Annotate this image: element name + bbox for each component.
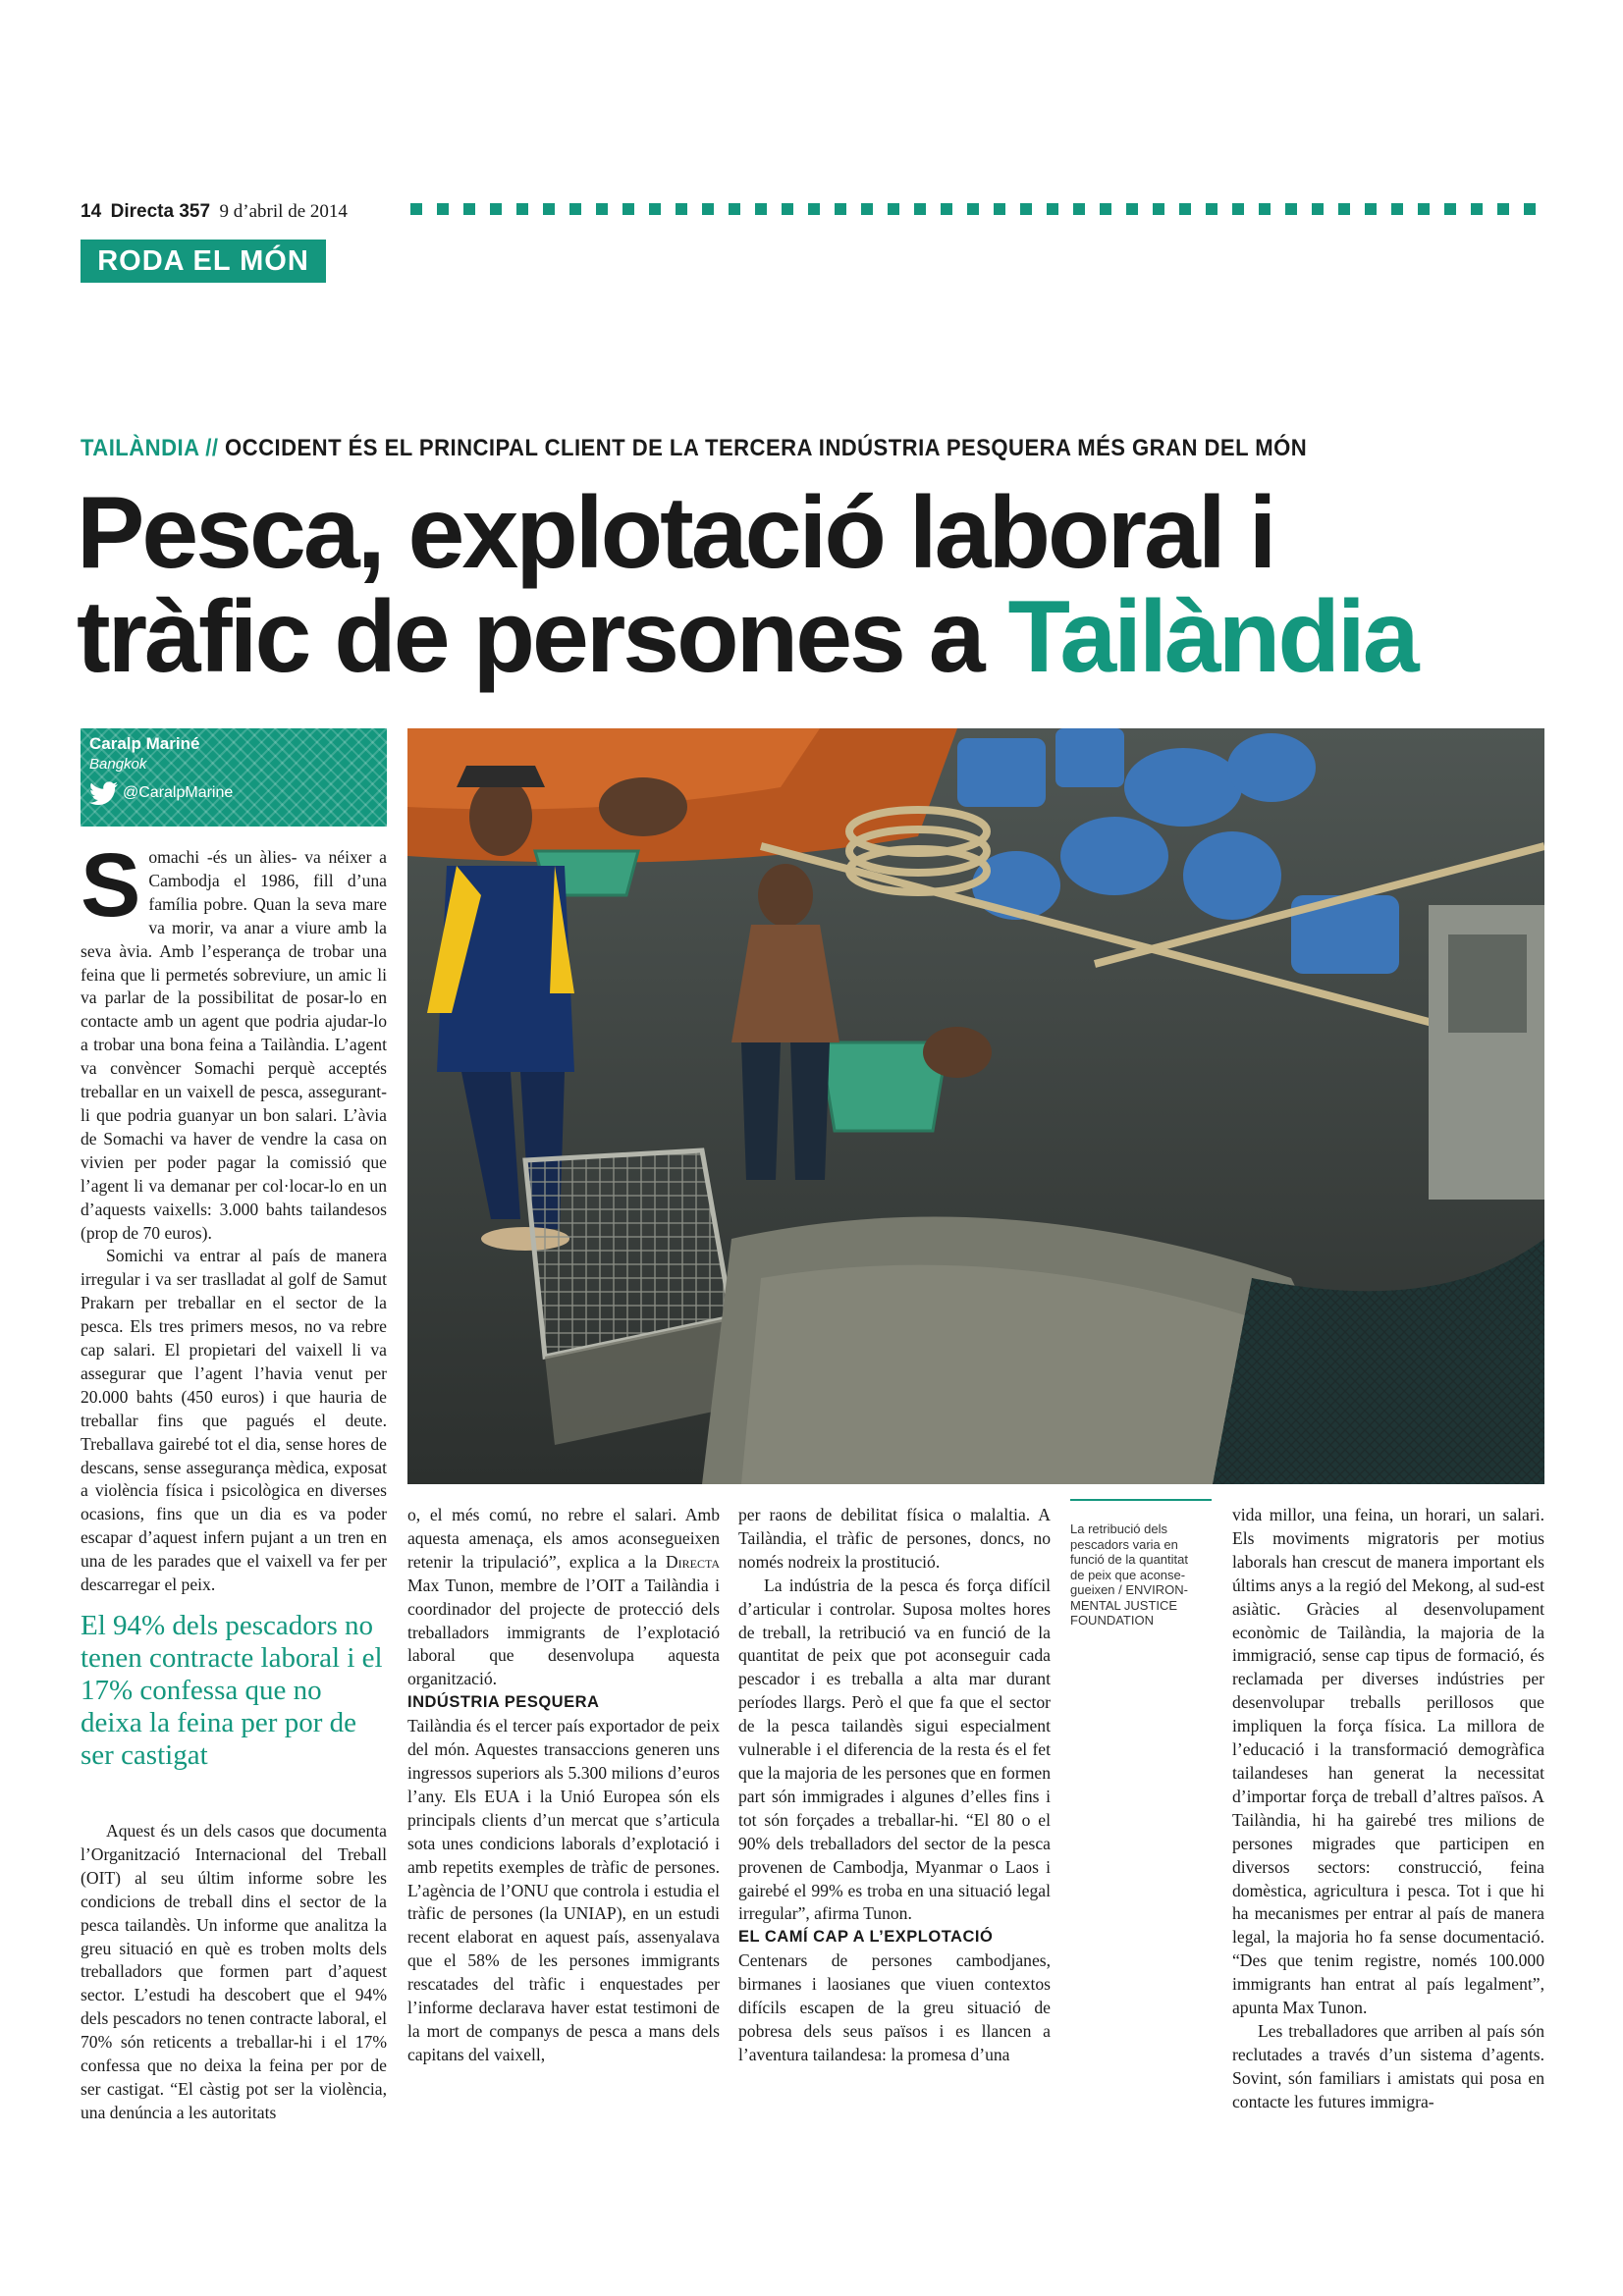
section-label: RODA EL MÓN	[81, 240, 326, 283]
kicker-country: TAILÀNDIA //	[81, 435, 219, 461]
fishing-boat-deck-photo	[407, 728, 1544, 1484]
headline-line-1: Pesca, explotació laboral i	[77, 476, 1274, 590]
caption-rule	[1070, 1499, 1212, 1501]
headline-line-2	[77, 580, 1417, 694]
subhead-cami-explotacio: EL CAMÍ CAP A L’EXPLOTACIÓ	[738, 1928, 994, 1947]
author-location: Bangkok	[89, 756, 147, 773]
col2-paragraph-1-end: Max Tunon, membre de l’OIT a Tailàndia i coordinador del projecte de protecció dels treballadors immigrants de l’explotació laboral que desenvolupa aquesta organització.	[407, 1575, 720, 1689]
headline-highlight: Tailàndia	[1007, 580, 1417, 694]
publication-smallcaps: Directa	[665, 1551, 720, 1572]
publication-name: Directa 357	[110, 201, 211, 222]
headline-line-2-text: tràfic de persones a	[77, 580, 1008, 694]
twitter-handle: @CaralpMarine	[123, 784, 234, 801]
pull-quote: El 94% dels pescadors no tenen contracte laboral i el 17% confessa que no deixa la feina per por de ser castigat	[81, 1610, 383, 1771]
author-name: Caralp Mariné	[89, 734, 200, 753]
col1-paragraph-1	[81, 835, 387, 1245]
col1-paragraph-2: Somichi va entrar al país de manera irregular i va ser traslladat al golf de Samut Prakarn per treballar en el sector de la pesca. Els tres primers mesos, no va rebre cap salari. El propietari del vaixell li va assegurar que l’agent l’havia venut per 20.000 bahts (450 euros) i que hauria de treballar fins que pagués el deute. Treballava gairebé tot el dia, sense hores de descans, sense assegurança mèdica, exposat a violència física i psicològica en diverses ocasions, fins que un dia es va poder escapar d’aquest infern pujant a un tren en una de les parades que el vaixell va fer per descarregar el peix.	[81, 1246, 387, 1595]
col2-paragraph-1-text: o, el més comú, no rebre el salari. Amb aquesta amenaça, els amos aconsegueixen retenir la tripulació”, explica a la	[407, 1505, 720, 1572]
col3-paragraph-2: La indústria de la pesca és força difícil d’articular i controlar. Suposa moltes hores de treball, la retribució va en funció de la quantitat de peix que pot aconseguir cada pescador i es treballa a alta mar durant períodes llargs. Però el que fa que el sector de la pesca tailandès sigui especialment vulnerable i el diferencia de la resta és el fet que la majoria de les persones que en formen part són immigrades i algunes d’elles fins i tot són forçades a treballar-hi. “El 80 o el 90% dels treballadors del sector de la pesca provenen de Cambodja, Myanmar o Laos i gairebé el 99% es troba en una situació legal irregular”, afirma Tunon.	[738, 1575, 1051, 1924]
dropcap: S	[81, 835, 141, 935]
subhead-industria-pesquera: INDÚSTRIA PESQUERA	[407, 1693, 600, 1712]
kicker	[81, 435, 1307, 462]
col2-paragraph-1	[407, 1504, 720, 1691]
col1-paragraph-1-text: omachi -és un àlies- va néixer a Cambodja el 1986, fill d’una família pobre. Quan la seva mare va morir, va anar a viure amb la seva àvia. Amb l’esperança de trobar una feina que li permetés sobreviure, un amic li va parlar de la possibilitat de posar-lo en contacte amb un agent que podria ajudar-lo a trobar una bona feina a Tailàndia. L’agent va convèncer Somachi perquè acceptés treballar en un vaixell de pesca, assegurant-li que podria guanyar un bon salari. L’àvia de Somachi va haver de vendre la casa on vivien per poder pagar la comissió que l’agent li va demanar per col·locar-lo en un d’aquests vaixells: 3.000 bahts tailandesos (prop de 70 euros).	[81, 847, 387, 1243]
issue-date: 9 d’abril de 2014	[219, 201, 348, 222]
col1-paragraph-3: Aquest és un dels casos que documenta l’Organització Internacional del Treball (OIT) al seu últim informe sobre les condicions de treball dins el sector de la pesca tailandès. Un informe que analitza la greu situació en què es troben molts dels treballadors que formen part d’aquest sector. L’estudi ha descobert que el 94% dels pescadors no tenen contracte laboral, el 70% són reticents a treballar-hi i el 17% confessa que no deixa la feina per por de ser castigat. “El càstig pot ser la violència, una denúncia a les autoritats	[81, 1821, 387, 2122]
article-column-1	[81, 835, 387, 1597]
byline-box	[81, 728, 387, 827]
twitter-bird-icon	[89, 781, 119, 805]
article-column-1-lower	[81, 1820, 387, 2125]
col3-paragraph-1: per raons de debilitat física o malaltia. A Tailàndia, el tràfic de persones, doncs, no només nodreix la prostitució.	[738, 1505, 1051, 1572]
article-photo	[407, 728, 1544, 1484]
twitter-handle-row	[89, 781, 233, 805]
col4-paragraph-1: vida millor, una feina, un horari, un salari. Els moviments migratoris per motius laborals han crescut de manera important els últims anys a la regió del Mekong, al sud-est asiàtic. Gràcies al desenvolupament econòmic de Tailàndia, la majoria de la immigració, sense cap tipus de formació, és reclamada per diverses indústries per desenvolupar treballs perillosos que impliquen la força física. La millora de l’educació i la transformació demogràfica tailandeses han generat la necessitat d’importar força de treball d’altres països. A Tailàndia, hi ha gairebé tres milions de persones migrades que participen en diversos sectors: construcció, feina domèstica, agricultura i pesca. Tot i que hi ha mecanismes per entrar al país de manera legal, la majoria ho fa sense documentació. “Des que tenim registre, només 100.000 immigrants han entrat al país legalment”, apunta Max Tunon.	[1232, 1505, 1544, 2018]
kicker-text: OCCIDENT ÉS EL PRINCIPAL CLIENT DE LA TERCERA INDÚSTRIA PESQUERA MÉS GRAN DEL MÓN	[218, 435, 1308, 461]
photo-caption: La retribució dels pescadors varia en funció de la quantitat de peix que aconse-gueixen / ENVIRON-MENTAL JUSTICE FOUNDATION	[1070, 1522, 1188, 1628]
col3-paragraph-3: Centenars de persones cambodjanes, birmanes i laosianes que viuen contextos difícils escapen de la greu situació de pobresa dels seus països i es llancen a l’aventura tailandesa: la promesa d’una	[738, 1950, 1051, 2064]
col4-paragraph-2: Les treballadores que arriben al país són reclutades a través d’un sistema d’agents. Sovint, són familiars i amistats qui posa en contacte les futures immigra-	[1232, 2020, 1544, 2111]
headline	[77, 476, 1417, 694]
article-column-3	[738, 1504, 1051, 2067]
page-folio	[81, 201, 348, 223]
article-column-2	[407, 1504, 720, 2067]
col2-paragraph-2: Tailàndia és el tercer país exportador de peix del món. Aquestes transaccions generen uns ingressos superiors als 5.300 milions d’euros l’any. Els EUA i la Unió Europea són els principals clients d’un mercat que s’articula sota unes condicions laborals d’explotació i amb repetits exemples de tràfic de persones. L’agència de l’ONU que controla i estudia el tràfic de persones (la UNIAP), en un estudi recent elaborat en aquest país, assenyalava que el 58% de les persones immigrants rescatades del tràfic i enquestades per l’informe declarava haver estat testimoni de la mort de companys de pesca a mans dels capitans del vaixell,	[407, 1716, 720, 2064]
header-dotted-rule	[410, 203, 1544, 215]
article-column-4	[1232, 1504, 1544, 2114]
page-number: 14	[81, 201, 102, 222]
